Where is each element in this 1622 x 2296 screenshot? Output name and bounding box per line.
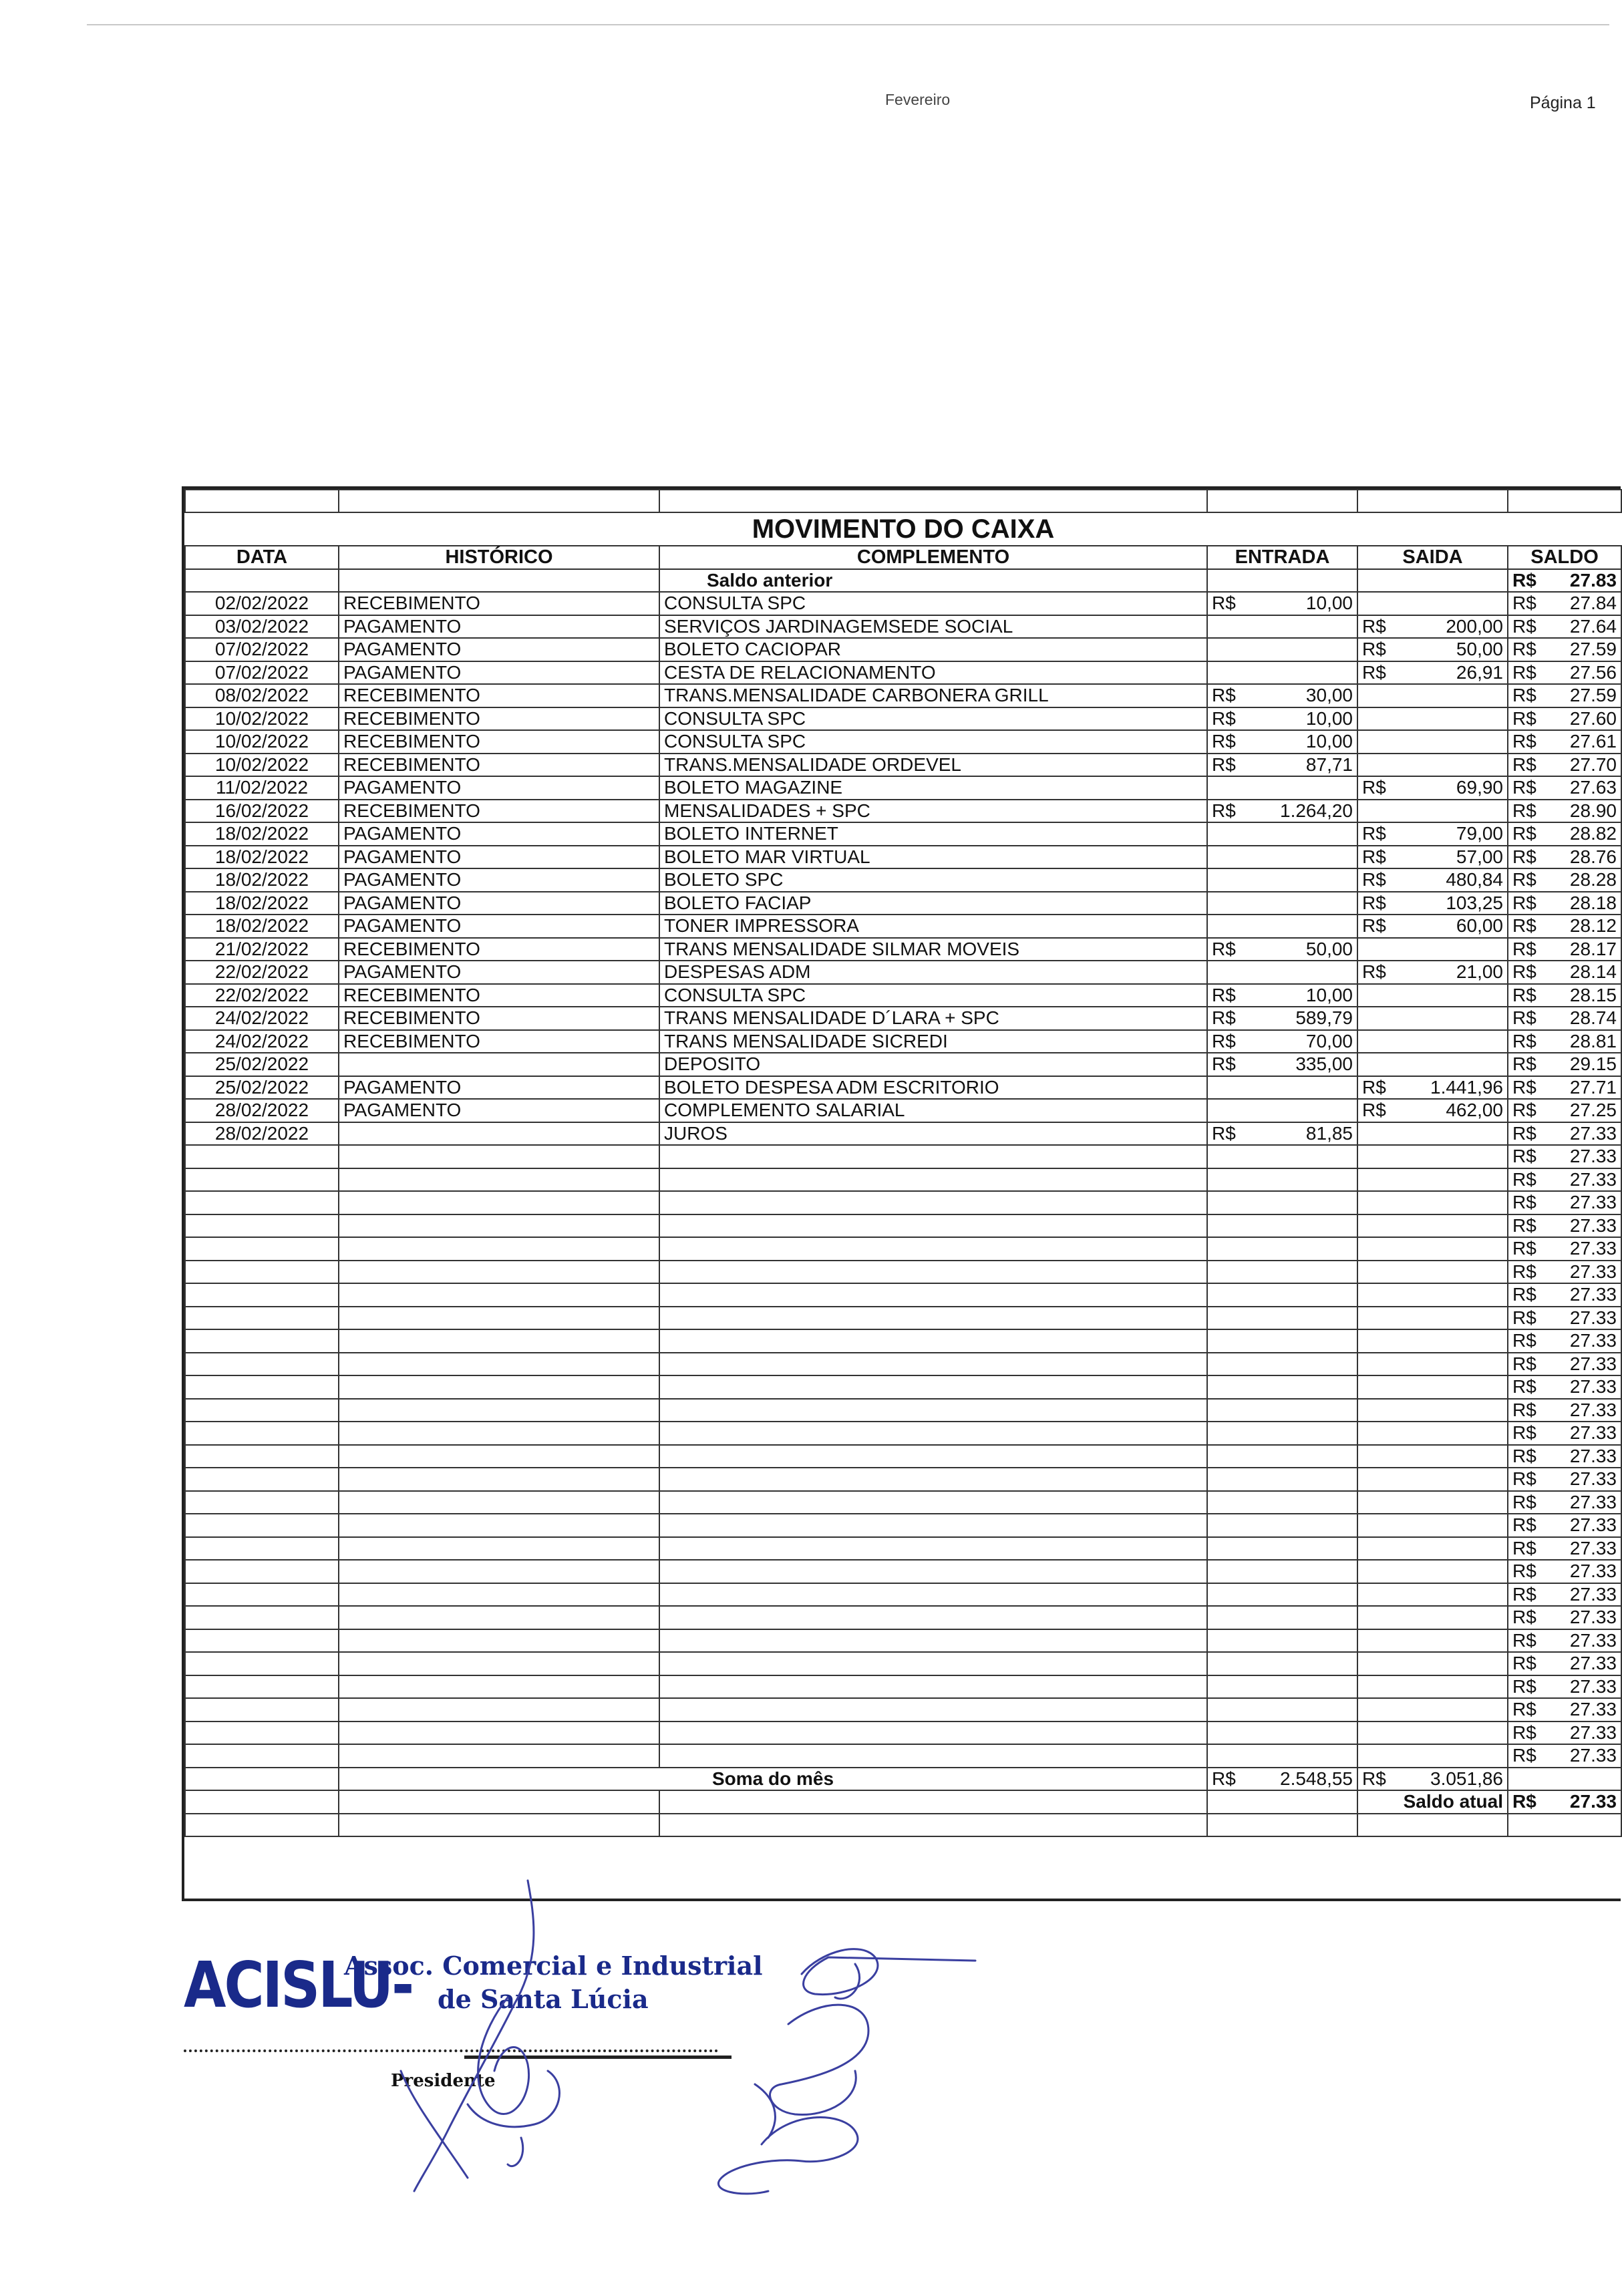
- row-historico: PAGAMENTO: [339, 822, 659, 846]
- row-saldo: R$ 27.33: [1508, 1537, 1621, 1561]
- row-complemento: JUROS: [659, 1122, 1207, 1146]
- row-saldo: R$ 27.33: [1508, 1698, 1621, 1721]
- row-saldo: R$ 27.84: [1508, 592, 1621, 615]
- col-entrada: ENTRADA: [1207, 546, 1357, 569]
- row-saldo: R$ 27.64: [1508, 615, 1621, 639]
- row-saldo: R$ 27.33: [1508, 1145, 1621, 1168]
- col-data: DATA: [185, 546, 339, 569]
- row-saldo: R$ 27.33: [1508, 1583, 1621, 1607]
- row-saldo: R$ 28.74: [1508, 1007, 1621, 1030]
- row-saldo: R$ 27.70: [1508, 754, 1621, 777]
- row-saldo: R$ 27.61: [1508, 730, 1621, 754]
- row-entrada: R$ 87,71: [1207, 754, 1357, 777]
- row-saldo: R$ 27.33: [1508, 1514, 1621, 1537]
- row-entrada: R$ 50,00: [1207, 938, 1357, 961]
- row-saldo: R$ 27.33: [1508, 1445, 1621, 1468]
- row-date: 24/02/2022: [185, 1007, 339, 1030]
- row-historico: PAGAMENTO: [339, 1076, 659, 1100]
- signature-right: [718, 1949, 975, 2194]
- row-saldo: R$ 28.81: [1508, 1030, 1621, 1053]
- row-complemento: BOLETO SPC: [659, 868, 1207, 892]
- saldo-atual-label: Saldo atual: [1357, 1790, 1508, 1814]
- signature-left: [401, 1880, 559, 2191]
- row-saldo: R$ 27.33: [1508, 1307, 1621, 1330]
- row-saldo: R$ 28.15: [1508, 984, 1621, 1007]
- row-date: 22/02/2022: [185, 984, 339, 1007]
- row-saldo: R$ 27.33: [1508, 1652, 1621, 1675]
- row-saida: R$ 21,00: [1357, 961, 1508, 984]
- row-complemento: BOLETO FACIAP: [659, 892, 1207, 915]
- stamp-line-1: Assoc. Comercial e Industrial: [344, 1951, 763, 1981]
- row-date: 18/02/2022: [185, 892, 339, 915]
- row-saldo: R$ 27.33: [1508, 1744, 1621, 1768]
- row-saldo: R$ 28.82: [1508, 822, 1621, 846]
- stamp-logo: ACISLU-: [184, 1949, 413, 2023]
- saldo-anterior-label: Saldo anterior: [659, 569, 1207, 593]
- header-page-number: Página 1: [1530, 94, 1596, 112]
- row-complemento: CONSULTA SPC: [659, 730, 1207, 754]
- row-historico: RECEBIMENTO: [339, 730, 659, 754]
- row-saldo: R$ 28.14: [1508, 961, 1621, 984]
- row-complemento: TRANS MENSALIDADE SILMAR MOVEIS: [659, 938, 1207, 961]
- row-date: 28/02/2022: [185, 1122, 339, 1146]
- row-date: 16/02/2022: [185, 800, 339, 823]
- row-saldo: R$ 27.33: [1508, 1214, 1621, 1238]
- row-saldo: R$ 27.59: [1508, 638, 1621, 661]
- row-saldo: R$ 27.33: [1508, 1353, 1621, 1376]
- row-saldo: R$ 28.28: [1508, 868, 1621, 892]
- row-saldo: R$ 27.33: [1508, 1675, 1621, 1699]
- row-saldo: R$ 27.25: [1508, 1099, 1621, 1122]
- saldo-anterior-value: R$ 27.83: [1508, 569, 1621, 593]
- row-historico: PAGAMENTO: [339, 961, 659, 984]
- ledger-title: MOVIMENTO DO CAIXA: [185, 512, 1621, 546]
- row-date: 18/02/2022: [185, 915, 339, 938]
- row-complemento: BOLETO DESPESA ADM ESCRITORIO: [659, 1076, 1207, 1100]
- row-date: 10/02/2022: [185, 730, 339, 754]
- row-date: 21/02/2022: [185, 938, 339, 961]
- row-saldo: R$ 27.33: [1508, 1375, 1621, 1399]
- row-date: 25/02/2022: [185, 1076, 339, 1100]
- row-saldo: R$ 27.33: [1508, 1399, 1621, 1422]
- row-saida: R$ 1.441,96: [1357, 1076, 1508, 1100]
- row-date: 18/02/2022: [185, 822, 339, 846]
- row-date: 07/02/2022: [185, 661, 339, 685]
- row-saldo: R$ 28.18: [1508, 892, 1621, 915]
- row-saida: R$ 103,25: [1357, 892, 1508, 915]
- soma-entrada: R$ 2.548,55: [1207, 1768, 1357, 1791]
- row-entrada: R$ 70,00: [1207, 1030, 1357, 1053]
- row-date: 11/02/2022: [185, 776, 339, 800]
- row-saldo: R$ 27.33: [1508, 1721, 1621, 1745]
- row-saida: R$ 50,00: [1357, 638, 1508, 661]
- row-saldo: R$ 27.33: [1508, 1237, 1621, 1261]
- row-saida: R$ 69,90: [1357, 776, 1508, 800]
- row-saldo: R$ 28.12: [1508, 915, 1621, 938]
- row-saldo: R$ 27.33: [1508, 1491, 1621, 1514]
- row-saldo: R$ 27.33: [1508, 1122, 1621, 1146]
- row-complemento: COMPLEMENTO SALARIAL: [659, 1099, 1207, 1122]
- row-saldo: R$ 27.33: [1508, 1629, 1621, 1653]
- col-historico: HISTÓRICO: [339, 546, 659, 569]
- row-saida: R$ 26,91: [1357, 661, 1508, 685]
- row-historico: PAGAMENTO: [339, 892, 659, 915]
- row-historico: RECEBIMENTO: [339, 684, 659, 707]
- row-complemento: BOLETO MAGAZINE: [659, 776, 1207, 800]
- row-entrada: R$ 10,00: [1207, 707, 1357, 731]
- row-saldo: R$ 27.33: [1508, 1468, 1621, 1491]
- row-historico: PAGAMENTO: [339, 1099, 659, 1122]
- row-date: 28/02/2022: [185, 1099, 339, 1122]
- row-saldo: R$ 27.33: [1508, 1422, 1621, 1445]
- stamp-title: Presidente: [391, 2071, 496, 2091]
- row-saldo: R$ 27.33: [1508, 1191, 1621, 1214]
- row-saldo: R$ 27.33: [1508, 1606, 1621, 1629]
- row-historico: PAGAMENTO: [339, 776, 659, 800]
- row-saldo: R$ 27.33: [1508, 1560, 1621, 1583]
- row-entrada: R$ 10,00: [1207, 730, 1357, 754]
- row-saldo: R$ 28.90: [1508, 800, 1621, 823]
- row-historico: RECEBIMENTO: [339, 1030, 659, 1053]
- header-month: Fevereiro: [885, 91, 951, 108]
- row-date: 10/02/2022: [185, 754, 339, 777]
- row-date: 22/02/2022: [185, 961, 339, 984]
- row-historico: RECEBIMENTO: [339, 938, 659, 961]
- stamp-line-2: de Santa Lúcia: [438, 1984, 649, 2014]
- row-saida: R$ 79,00: [1357, 822, 1508, 846]
- soma-saida: R$ 3.051,86: [1357, 1768, 1508, 1791]
- row-complemento: BOLETO CACIOPAR: [659, 638, 1207, 661]
- soma-label: Soma do mês: [339, 1768, 1207, 1791]
- row-date: 02/02/2022: [185, 592, 339, 615]
- row-saldo: R$ 27.33: [1508, 1283, 1621, 1307]
- row-historico: RECEBIMENTO: [339, 1007, 659, 1030]
- row-date: 10/02/2022: [185, 707, 339, 731]
- row-saldo: R$ 27.71: [1508, 1076, 1621, 1100]
- row-historico: PAGAMENTO: [339, 846, 659, 869]
- row-entrada: R$ 589,79: [1207, 1007, 1357, 1030]
- row-complemento: SERVIÇOS JARDINAGEMSEDE SOCIAL: [659, 615, 1207, 639]
- row-saldo: R$ 28.17: [1508, 938, 1621, 961]
- row-entrada: R$ 10,00: [1207, 592, 1357, 615]
- row-historico: RECEBIMENTO: [339, 754, 659, 777]
- row-saldo: R$ 27.63: [1508, 776, 1621, 800]
- row-complemento: TRANS.MENSALIDADE ORDEVEL: [659, 754, 1207, 777]
- row-date: 18/02/2022: [185, 868, 339, 892]
- row-saldo: R$ 28.76: [1508, 846, 1621, 869]
- row-saldo: R$ 27.60: [1508, 707, 1621, 731]
- row-entrada: R$ 30,00: [1207, 684, 1357, 707]
- row-historico: RECEBIMENTO: [339, 707, 659, 731]
- row-entrada: R$ 1.264,20: [1207, 800, 1357, 823]
- row-complemento: TRANS MENSALIDADE D´LARA + SPC: [659, 1007, 1207, 1030]
- row-complemento: BOLETO INTERNET: [659, 822, 1207, 846]
- row-complemento: TRANS.MENSALIDADE CARBONERA GRILL: [659, 684, 1207, 707]
- row-historico: PAGAMENTO: [339, 615, 659, 639]
- row-complemento: DESPESAS ADM: [659, 961, 1207, 984]
- row-saida: R$ 200,00: [1357, 615, 1508, 639]
- row-date: 08/02/2022: [185, 684, 339, 707]
- col-complemento: COMPLEMENTO: [659, 546, 1207, 569]
- row-historico: RECEBIMENTO: [339, 800, 659, 823]
- row-saldo: R$ 27.33: [1508, 1329, 1621, 1353]
- row-saida: R$ 57,00: [1357, 846, 1508, 869]
- row-date: 07/02/2022: [185, 638, 339, 661]
- row-entrada: R$ 335,00: [1207, 1053, 1357, 1076]
- row-complemento: CONSULTA SPC: [659, 592, 1207, 615]
- row-saldo: R$ 29.15: [1508, 1053, 1621, 1076]
- row-date: 03/02/2022: [185, 615, 339, 639]
- row-complemento: TONER IMPRESSORA: [659, 915, 1207, 938]
- row-historico: PAGAMENTO: [339, 868, 659, 892]
- row-saida: R$ 462,00: [1357, 1099, 1508, 1122]
- row-entrada: R$ 81,85: [1207, 1122, 1357, 1146]
- row-historico: RECEBIMENTO: [339, 592, 659, 615]
- row-date: 24/02/2022: [185, 1030, 339, 1053]
- row-complemento: TRANS MENSALIDADE SICREDI: [659, 1030, 1207, 1053]
- row-historico: RECEBIMENTO: [339, 984, 659, 1007]
- row-historico: PAGAMENTO: [339, 661, 659, 685]
- saldo-atual-value: R$ 27.33: [1508, 1790, 1621, 1814]
- row-saida: R$ 480,84: [1357, 868, 1508, 892]
- row-saldo: R$ 27.59: [1508, 684, 1621, 707]
- row-complemento: BOLETO MAR VIRTUAL: [659, 846, 1207, 869]
- row-date: 18/02/2022: [185, 846, 339, 869]
- row-complemento: MENSALIDADES + SPC: [659, 800, 1207, 823]
- row-historico: PAGAMENTO: [339, 915, 659, 938]
- row-complemento: CESTA DE RELACIONAMENTO: [659, 661, 1207, 685]
- row-date: 25/02/2022: [185, 1053, 339, 1076]
- row-complemento: CONSULTA SPC: [659, 984, 1207, 1007]
- col-saida: SAIDA: [1357, 546, 1508, 569]
- row-entrada: R$ 10,00: [1207, 984, 1357, 1007]
- row-saida: R$ 60,00: [1357, 915, 1508, 938]
- row-historico: PAGAMENTO: [339, 638, 659, 661]
- row-saldo: R$ 27.33: [1508, 1168, 1621, 1192]
- row-saldo: R$ 27.33: [1508, 1261, 1621, 1284]
- row-complemento: CONSULTA SPC: [659, 707, 1207, 731]
- row-saldo: R$ 27.56: [1508, 661, 1621, 685]
- col-saldo: SALDO: [1508, 546, 1621, 569]
- row-complemento: DEPOSITO: [659, 1053, 1207, 1076]
